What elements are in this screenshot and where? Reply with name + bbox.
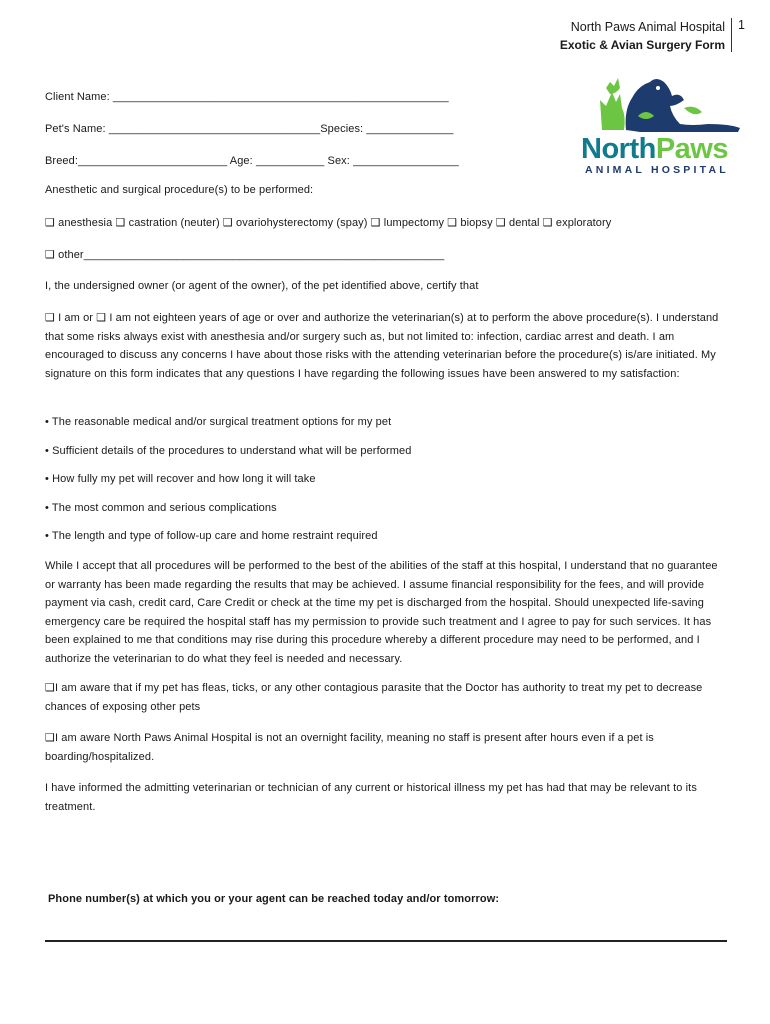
northpaws-logo — [580, 72, 745, 177]
other-procedure-field[interactable]: ❑ other__________________________________________________________ — [45, 249, 445, 261]
client-name-field[interactable]: Client Name: ______________________________________________________ — [45, 91, 449, 103]
parasite-consent-paragraph[interactable]: ❑I am aware that if my pet has fleas, ticks, or any other contagious parasite that the Doctor has authority to treat my pet to decrease chances of exposing other pets — [45, 682, 703, 713]
brand-subtitle: ANIMAL HOSPITAL — [585, 164, 729, 176]
dog-cat-logo-icon — [580, 72, 745, 177]
bullet-item: • How fully my pet will recover and how long it will take — [45, 473, 316, 485]
financial-responsibility-paragraph: While I accept that all procedures will be performed to the best of the abilities of the staff at this hospital, I understand that no guarantee or warranty has been made regarding the results that may be achieved. I assume financial responsibility for the fees, and will provide payment via cash, credit card, Care Credit or check at the time my pet is discharged from the hospital. Should unexpected life-saving emergency care be required the hospital staff has my permission to provide such treatment and I agree to pay for such services. It has been explained to me that conditions may rise during this procedure whereby a different procedure may need to be performed, and I authorize the veterinarian to do what they feel is needed and necessary. — [45, 560, 718, 665]
procedure-checkboxes[interactable]: ❑ anesthesia ❑ castration (neuter) ❑ ovariohysterectomy (spay) ❑ lumpectomy ❑ biopsy ❑ dental ❑ exploratory — [45, 217, 612, 229]
illness-disclosure-paragraph: I have informed the admitting veterinarian or technician of any current or historical illness my pet has had that may be relevant to its treatment. — [45, 782, 697, 813]
procedures-label: Anesthetic and surgical procedure(s) to be performed: — [45, 184, 314, 196]
age-authorization-paragraph[interactable]: ❑ I am or ❑ I am not eighteen years of age or over and authorize the veterinarian(s) at to perform the above procedure(s). I understand that some risks always exist with anesthesia and/or surgery such as, but not limited to: infection, cardiac arrest and death. I am encouraged to discuss any concerns I have about those risks with the attending veterinarian before the procedure(s) is/are initiated. My signature on this form indicates that any questions I have regarding the following issues have been answered to my satisfaction: — [45, 312, 719, 380]
bullet-item: • The length and type of follow-up care and home restraint required — [45, 530, 378, 542]
bullet-item: • The most common and serious complications — [45, 502, 277, 514]
pet-name-species-field[interactable]: Pet's Name: __________________________________Species: ______________ — [45, 123, 454, 135]
form-title: Exotic & Avian Surgery Form — [559, 38, 725, 52]
certify-statement: I, the undersigned owner (or agent of the owner), of the pet identified above, certify that — [45, 280, 479, 292]
phone-number-line[interactable] — [45, 940, 727, 942]
brand-north: North — [581, 133, 656, 165]
phone-number-label: Phone number(s) at which you or your agent can be reached today and/or tomorrow: — [48, 893, 500, 905]
breed-age-sex-field[interactable]: Breed:________________________ Age: ___________ Sex: _________________ — [45, 155, 459, 167]
svg-text:NorthPaws — [581, 133, 728, 165]
hospital-name: North Paws Animal Hospital — [570, 20, 725, 34]
page-number: 1 — [731, 18, 745, 52]
overnight-facility-paragraph[interactable]: ❑I am aware North Paws Animal Hospital is not an overnight facility, meaning no staff is present after hours even if a pet is boarding/hospitalized. — [45, 732, 654, 763]
page-header — [560, 18, 725, 54]
brand-paws: Paws — [655, 133, 728, 165]
bullet-item: • Sufficient details of the procedures to understand what will be performed — [45, 445, 412, 457]
bullet-item: • The reasonable medical and/or surgical treatment options for my pet — [45, 416, 392, 428]
